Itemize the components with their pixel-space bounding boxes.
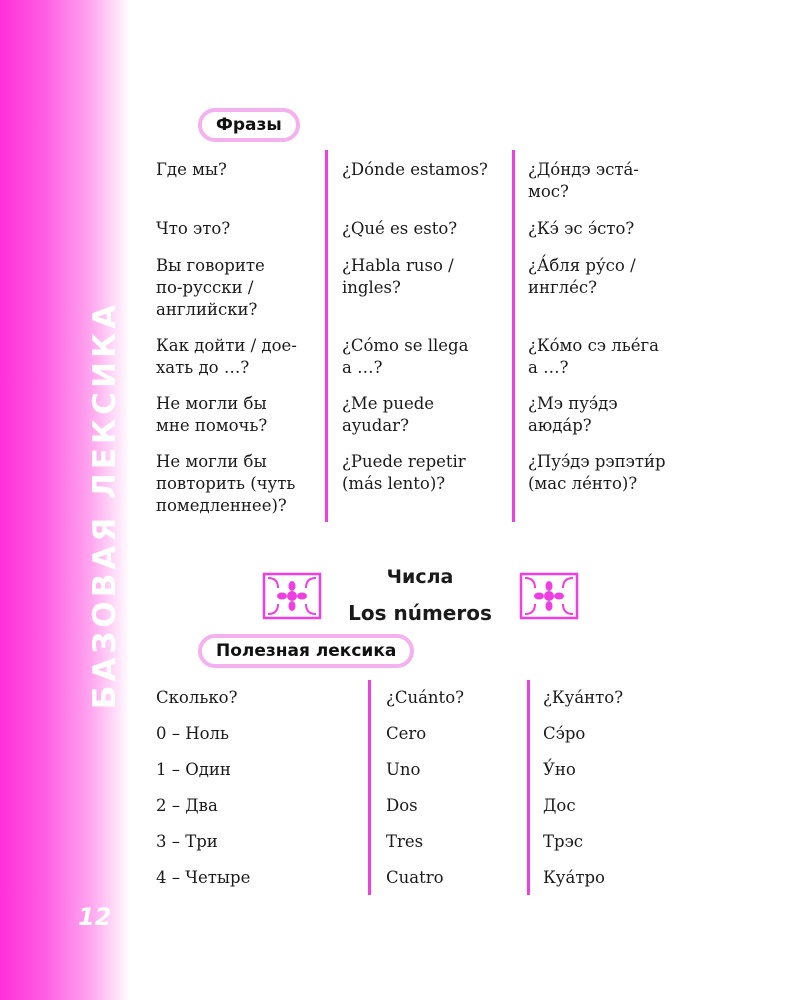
phrase-tr: ¿Пуэ́дэ рэпэти́р (мас ле́нто)? xyxy=(528,452,666,493)
number-es: ¿Cuánto? xyxy=(386,688,464,707)
phrases-divider-2 xyxy=(512,150,515,522)
numbers-title-es: Los números xyxy=(348,601,492,625)
phrase-ru: Не могли бы повторить (чуть помедленнее)? xyxy=(156,452,296,515)
phrase-ru: Как дойти / дое- хать до …? xyxy=(156,336,297,377)
phrase-tr: ¿Мэ пуэ́дэ аюда́р? xyxy=(528,394,618,435)
phrase-ru: Где мы? xyxy=(156,160,227,179)
number-ru: 2 – Два xyxy=(156,796,218,815)
number-ru: Сколько? xyxy=(156,688,238,707)
useful-vocabulary-heading: Полезная лексика xyxy=(198,634,414,668)
phrase-es: ¿Puede repetir (más lento)? xyxy=(342,452,466,493)
page-number: 12 xyxy=(78,903,112,931)
phrase-es: ¿Cómo se llega a …? xyxy=(342,336,469,377)
numbers-title-ru: Числа xyxy=(386,566,454,588)
number-es: Dos xyxy=(386,796,418,815)
number-ru: 4 – Четыре xyxy=(156,868,251,887)
number-tr: Куа́тро xyxy=(543,868,605,887)
phrase-tr: ¿А́бля ру́со / ингле́с? xyxy=(528,256,636,297)
phrase-tr: ¿Кэ́ эс э́сто? xyxy=(528,219,635,238)
numbers-divider-2 xyxy=(527,680,530,895)
phrase-ru: Вы говорите по-русски / английски? xyxy=(156,256,265,319)
phrase-es: ¿Qué es esto? xyxy=(342,219,458,238)
phrase-ru: Что это? xyxy=(156,219,231,238)
number-ru: 0 – Ноль xyxy=(156,724,230,743)
number-es: Uno xyxy=(386,760,421,779)
number-tr: Дос xyxy=(543,796,576,815)
number-tr: Сэ́ро xyxy=(543,724,586,743)
number-ru: 3 – Три xyxy=(156,832,218,851)
number-es: Cero xyxy=(386,724,427,743)
phrase-tr: ¿Ко́мо сэ лье́га а …? xyxy=(528,336,660,377)
number-tr: У́но xyxy=(543,760,576,779)
number-ru: 1 – Один xyxy=(156,760,231,779)
phrase-ru: Не могли бы мне помочь? xyxy=(156,394,268,435)
number-es: Cuatro xyxy=(386,868,444,887)
number-tr: Трэс xyxy=(543,832,584,851)
number-tr: ¿Куа́нто? xyxy=(543,688,624,707)
number-es: Tres xyxy=(386,832,424,851)
phrase-es: ¿Habla ruso / ingles? xyxy=(342,256,454,297)
phrases-divider-1 xyxy=(325,150,328,522)
floral-tile-icon xyxy=(519,572,579,620)
phrases-heading: Фразы xyxy=(198,108,300,142)
phrase-es: ¿Me puede ayudar? xyxy=(342,394,435,435)
phrase-tr: ¿До́ндэ эста́- мос? xyxy=(528,160,639,201)
floral-tile-icon xyxy=(262,572,322,620)
section-side-title: БАЗОВАЯ ЛЕКСИКА xyxy=(87,300,123,710)
numbers-divider-1 xyxy=(368,680,371,895)
phrase-es: ¿Dónde estamos? xyxy=(342,160,488,179)
